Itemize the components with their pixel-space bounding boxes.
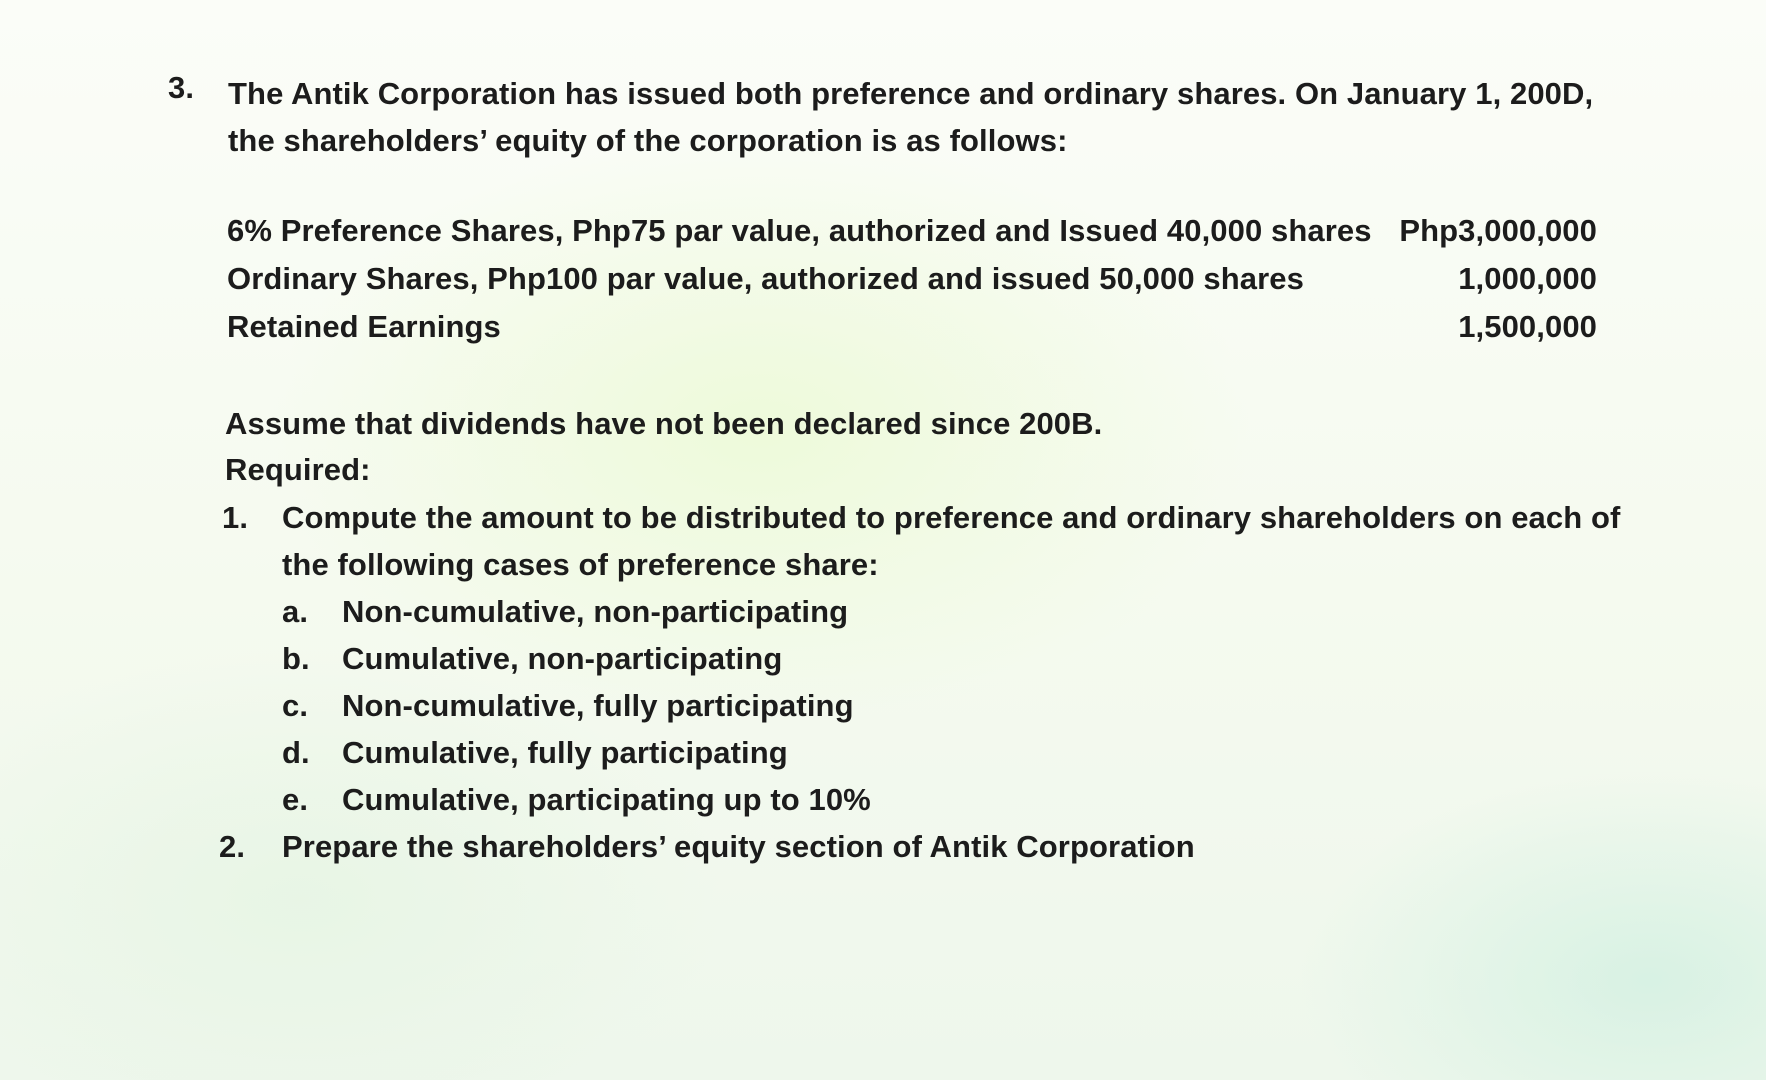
equity-row-ordinary	[227, 255, 1597, 303]
case-marker: c.	[282, 688, 309, 723]
case-text: Non-cumulative, non-participating	[342, 594, 849, 629]
case-text: Non-cumulative, fully participating	[342, 688, 854, 723]
shareholders-equity-list	[227, 207, 1597, 351]
case-marker: a.	[282, 594, 309, 629]
problem-number: 3.	[168, 70, 195, 105]
requirement-marker: 1.	[222, 500, 249, 535]
problem-text: The Antik Corporation has issued both preference and ordinary shares. On January 1, 200D, the shareholders’ equity of the corporation is as follows:	[228, 76, 1594, 158]
equity-row-retained-earnings	[227, 303, 1597, 351]
required-heading: Required:	[225, 452, 371, 487]
equity-amount: 1,000,000	[1458, 261, 1597, 296]
equity-label: Ordinary Shares, Php100 par value, authorized and issued 50,000 shares	[227, 261, 1304, 296]
equity-amount: 1,500,000	[1458, 309, 1597, 344]
equity-label: Retained Earnings	[227, 309, 501, 344]
case-text: Cumulative, fully participating	[342, 735, 788, 770]
requirement-text: Compute the amount to be distributed to preference and ordinary shareholders on each of the following cases of preference share:	[282, 500, 1621, 582]
equity-row-preference	[227, 207, 1597, 255]
case-text: Cumulative, non-participating	[342, 641, 783, 676]
case-marker: d.	[282, 735, 310, 770]
equity-amount: Php3,000,000	[1399, 213, 1597, 248]
requirements-list	[222, 494, 1642, 823]
case-marker: e.	[282, 782, 309, 817]
case-item-d	[282, 729, 1642, 776]
case-item-a	[282, 588, 1642, 635]
case-text: Cumulative, participating up to 10%	[342, 782, 871, 817]
case-item-e	[282, 776, 1642, 823]
case-item-c	[282, 682, 1642, 729]
assumption-text: Assume that dividends have not been declared since 200B.	[225, 406, 1103, 441]
case-item-b	[282, 635, 1642, 682]
case-marker: b.	[282, 641, 310, 676]
requirement-2	[219, 823, 1195, 870]
requirement-1	[222, 494, 1642, 823]
requirement-marker: 2.	[219, 829, 246, 864]
cases-list	[282, 588, 1642, 823]
requirement-text: Prepare the shareholders’ equity section of Antik Corporation	[282, 829, 1195, 864]
equity-label: 6% Preference Shares, Php75 par value, authorized and Issued 40,000 shares	[227, 213, 1372, 248]
